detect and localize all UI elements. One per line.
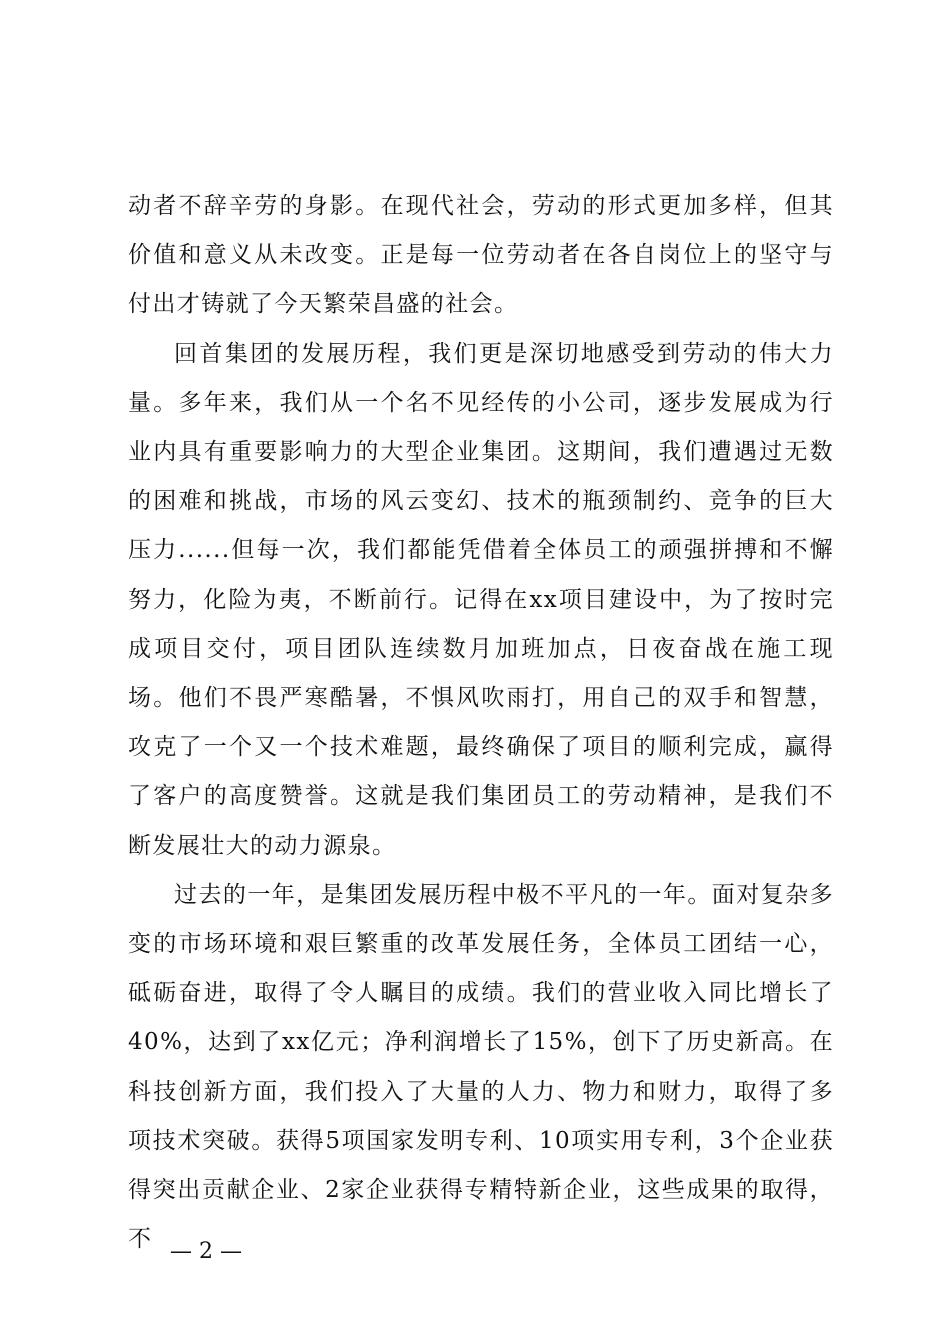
paragraph-1: 动者不辞辛劳的身影。在现代社会，劳动的形式更加多样，但其价值和意义从未改变。正是每一位劳动者在各自岗位上的坚守与付出才铸就了今天繁荣昌盛的社会。 xyxy=(128,193,834,318)
body-text xyxy=(128,182,834,1264)
page-number: — 2 — xyxy=(170,1239,242,1264)
paragraph-3: 过去的一年，是集团发展历程中极不平凡的一年。面对复杂多变的市场环境和艰巨繁重的改革发展任务，全体员工团结一心，砥砺奋进，取得了令人瞩目的成绩。我们的营业收入同比增长了40%，达到了xx亿元；净利润增长了15%，创下了历史新高。在科技创新方面，我们投入了大量的人力、物力和财力，取得了多项技术突破。获得5项国家发明专利、10项实用专利，3个企业获得突出贡献企业、2家企业获得专精特新企业，这些成果的取得，不 xyxy=(128,881,834,1253)
paragraph-2: 回首集团的发展历程，我们更是深切地感受到劳动的伟大力量。多年来，我们从一个名不见经传的小公司，逐步发展成为行业内具有重要影响力的大型企业集团。这期间，我们遭遇过无数的困难和挑战，市场的风云变幻、技术的瓶颈制约、竞争的巨大压力......但每一次，我们都能凭借着全体员工的顽强拼搏和不懈努力，化险为夷，不断前行。记得在xx项目建设中，为了按时完成项目交付，项目团队连续数月加班加点，日夜奋战在施工现场。他们不畏严寒酷暑，不惧风吹雨打，用自己的双手和智慧，攻克了一个又一个技术难题，最终确保了项目的顺利完成，赢得了客户的高度赞誉。这就是我们集团员工的劳动精神，是我们不断发展壮大的动力源泉。 xyxy=(128,340,834,859)
